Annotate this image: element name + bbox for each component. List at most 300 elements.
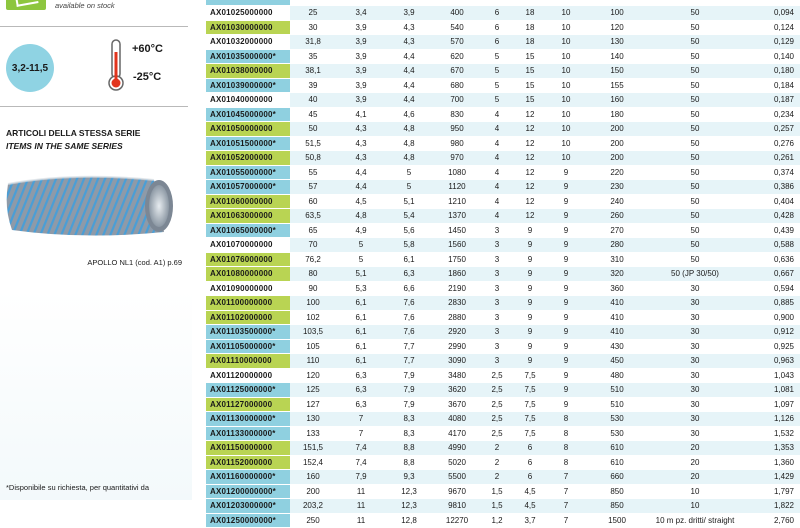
article-code-cell: AX01105000000* [206,339,290,354]
table-cell: 10 [548,107,584,122]
table-cell: 5020 [432,455,482,470]
table-cell: 4,5 [512,499,548,514]
table-cell: 5 [386,180,432,195]
table-cell: 50 [650,78,740,93]
table-cell: 3 [482,325,512,340]
table-cell: 50 [650,49,740,64]
table-cell: 10 [650,484,740,499]
table-row [206,49,800,64]
divider [0,106,188,107]
table-cell: 8,3 [386,426,432,441]
stock-legend-en: available on stock [55,1,115,10]
table-cell: 2,5 [482,397,512,412]
table-row [206,252,800,267]
table-cell: 4,8 [386,151,432,166]
article-code-cell: AX01051500000* [206,136,290,151]
article-code-cell: AX01076000000 [206,252,290,267]
table-cell: 11 [336,499,386,514]
table-cell: 220 [584,165,650,180]
table-cell: 7,5 [512,397,548,412]
table-cell: 7,5 [512,368,548,383]
table-cell: 1750 [432,252,482,267]
table-cell: 4,5 [336,194,386,209]
table-cell: 610 [584,441,650,456]
table-cell: 200 [584,122,650,137]
table-cell: 3 [482,267,512,282]
table-row [206,194,800,209]
table-row [206,209,800,224]
table-cell: 3 [482,354,512,369]
table-cell: 1370 [432,209,482,224]
table-cell: 100 [290,296,336,311]
table-cell: 3,9 [336,64,386,79]
table-cell: 9 [512,252,548,267]
table-cell: 410 [584,310,650,325]
table-cell: 7,9 [336,470,386,485]
table-cell: 9 [548,310,584,325]
table-cell: 400 [432,6,482,21]
table-cell: 30 [650,310,740,325]
article-code-cell: AX01040000000 [206,93,290,108]
table-cell: 20 [650,455,740,470]
table-cell: 1120 [432,180,482,195]
table-cell: 7,9 [386,383,432,398]
table-row [206,180,800,195]
table-cell: 57 [290,180,336,195]
table-cell: 6 [482,6,512,21]
table-cell: 9 [548,339,584,354]
table-cell: 4 [482,107,512,122]
table-cell: 12 [512,151,548,166]
table-row [206,136,800,151]
table-cell: 9 [512,223,548,238]
table-cell: 5 [482,64,512,79]
table-cell: 50 [650,180,740,195]
table-cell: 9670 [432,484,482,499]
table-cell: 7,9 [386,397,432,412]
table-row [206,484,800,499]
table-cell: 25 [290,6,336,21]
table-cell: 5 [482,49,512,64]
table-cell: 76,2 [290,252,336,267]
table-cell: 18 [512,20,548,35]
table-cell: 270 [584,223,650,238]
table-cell: 610 [584,455,650,470]
footnote: *Disponibile su richiesta, per quantitativi da [6,483,149,492]
table-cell: 6,1 [336,354,386,369]
article-code-cell: AX01060000000 [206,194,290,209]
table-cell: 6,1 [336,325,386,340]
table-cell: 18 [512,35,548,50]
table-cell: 151,5 [290,441,336,456]
table-cell: 30 [650,412,740,427]
table-cell: 9 [512,310,548,325]
table-cell: 0,963 [740,354,800,369]
table-cell: 2190 [432,281,482,296]
table-cell: 2990 [432,339,482,354]
table-row [206,223,800,238]
table-cell: 5,6 [386,223,432,238]
table-cell: 3 [482,281,512,296]
table-cell: 60 [290,194,336,209]
stock-legend-text [55,1,135,10]
table-cell: 3,9 [336,20,386,35]
table-cell: 12 [512,136,548,151]
table-cell: 970 [432,151,482,166]
table-cell: 30 [650,426,740,441]
table-cell: 9 [548,397,584,412]
table-cell: 4,3 [336,136,386,151]
table-cell: 1,043 [740,368,800,383]
table-row [206,426,800,441]
table-cell: 2 [482,470,512,485]
table-cell: 3,9 [336,49,386,64]
min-temperature: -25°C [133,71,162,83]
table-cell: 105 [290,339,336,354]
table-row [206,107,800,122]
article-code-cell: AX01102000000 [206,310,290,325]
table-cell: 6 [482,35,512,50]
table-cell: 0,900 [740,310,800,325]
table-cell: 8 [548,441,584,456]
table-cell: 51,5 [290,136,336,151]
table-cell: 670 [432,64,482,79]
table-cell: 1,797 [740,484,800,499]
table-row [206,64,800,79]
table-row [206,78,800,93]
table-cell: 203,2 [290,499,336,514]
table-cell: 980 [432,136,482,151]
table-cell: 9 [512,296,548,311]
table-cell: 0,094 [740,6,800,21]
table-cell: 5 [482,78,512,93]
table-cell: 0,386 [740,180,800,195]
table-cell: 45 [290,107,336,122]
table-cell: 55 [290,165,336,180]
table-cell: 4 [482,136,512,151]
table-cell: 250 [290,513,336,528]
table-cell: 6,1 [336,310,386,325]
table-cell: 6 [512,441,548,456]
table-cell: 120 [290,368,336,383]
table-cell: 4,3 [386,35,432,50]
table-cell: 10 [650,499,740,514]
table-cell: 5,1 [336,267,386,282]
table-cell: 530 [584,412,650,427]
table-cell: 4 [482,165,512,180]
table-cell: 8,3 [386,412,432,427]
table-cell: 310 [584,252,650,267]
table-cell: 410 [584,325,650,340]
article-code-cell: AX01070000000 [206,238,290,253]
table-cell: 50,8 [290,151,336,166]
table-cell: 12,3 [386,499,432,514]
table-cell: 7,5 [512,412,548,427]
table-cell: 4,1 [336,107,386,122]
table-cell: 102 [290,310,336,325]
table-cell: 0,257 [740,122,800,137]
table-cell: 12 [512,122,548,137]
table-row [206,397,800,412]
table-cell: 660 [584,470,650,485]
table-cell: 450 [584,354,650,369]
table-cell: 6 [512,470,548,485]
table-cell: 4170 [432,426,482,441]
table-cell: 0,374 [740,165,800,180]
table-cell: 240 [584,194,650,209]
table-cell: 4,4 [386,64,432,79]
article-code-cell: AX01120000000 [206,368,290,383]
table-cell: 50 [650,238,740,253]
table-cell: 2880 [432,310,482,325]
table-cell: 9 [548,281,584,296]
table-row [206,455,800,470]
table-cell: 3,9 [386,6,432,21]
table-cell: 50 [650,6,740,21]
table-cell: 150 [584,64,650,79]
table-cell: 140 [584,49,650,64]
table-cell: 3,4 [336,6,386,21]
product-table [206,0,800,528]
table-cell: 1,822 [740,499,800,514]
hose-product-image [4,166,184,244]
table-cell: 4,4 [386,49,432,64]
article-code-cell: AX01125000000* [206,383,290,398]
article-code-cell: AX01130000000* [206,412,290,427]
table-cell: 5,3 [336,281,386,296]
table-cell: 950 [432,122,482,137]
table-cell: 2920 [432,325,482,340]
article-code-cell: AX01110000000 [206,354,290,369]
table-cell: 1,5 [482,499,512,514]
table-cell: 1,5 [482,484,512,499]
table-cell: 7 [548,513,584,528]
table-row [206,267,800,282]
table-cell: 2,5 [482,426,512,441]
same-series-heading [6,127,140,153]
table-cell: 200 [584,136,650,151]
article-code-cell: AX01052000000 [206,151,290,166]
table-cell: 2,5 [482,412,512,427]
table-cell: 39 [290,78,336,93]
left-panel-background [0,290,192,500]
table-cell: 360 [584,281,650,296]
table-cell: 9 [548,354,584,369]
table-cell: 103,5 [290,325,336,340]
table-cell: 0,276 [740,136,800,151]
table-cell: 50 [650,151,740,166]
table-row [206,412,800,427]
table-cell: 15 [512,64,548,79]
table-cell: 4,4 [386,93,432,108]
table-cell: 480 [584,368,650,383]
table-cell: 7,7 [386,354,432,369]
table-cell: 850 [584,499,650,514]
table-row [206,93,800,108]
article-code-cell: AX01057000000* [206,180,290,195]
table-cell: 7 [548,470,584,485]
table-cell: 50 [650,107,740,122]
table-cell: 12,3 [386,484,432,499]
table-cell: 7,6 [386,310,432,325]
table-cell: 50 [650,223,740,238]
max-temperature: +60°C [132,43,164,55]
table-cell: 15 [512,93,548,108]
table-row [206,325,800,340]
table-cell: 3,9 [336,78,386,93]
table-cell: 0,180 [740,64,800,79]
table-row [206,238,800,253]
article-code-cell: AX01200000000* [206,484,290,499]
table-cell: 4,8 [336,209,386,224]
table-cell: 1,353 [740,441,800,456]
table-cell: 3,7 [512,513,548,528]
article-code-cell: AX01050000000 [206,122,290,137]
article-code-cell: AX01025000000 [206,6,290,21]
table-cell: 200 [584,151,650,166]
table-cell: 10 [548,35,584,50]
table-cell: 4 [482,180,512,195]
table-cell: 3,9 [336,93,386,108]
table-cell: 1,2 [482,513,512,528]
temperature-block [0,26,192,106]
table-cell: 0,636 [740,252,800,267]
table-cell: 7,5 [512,383,548,398]
stock-check-icon [6,0,46,10]
table-cell: 50 [650,209,740,224]
table-cell: 20 [650,470,740,485]
table-row [206,310,800,325]
same-series-title-it: ARTICOLI DELLA STESSA SERIE [6,128,141,138]
table-cell: 570 [432,35,482,50]
table-cell: 4,3 [336,151,386,166]
table-cell: 30 [650,339,740,354]
table-cell: 125 [290,383,336,398]
table-cell: 6,1 [336,339,386,354]
table-cell: 230 [584,180,650,195]
table-cell: 8 [548,412,584,427]
table-cell: 3 [482,238,512,253]
table-cell: 6 [512,455,548,470]
table-cell: 9 [512,267,548,282]
table-row [206,470,800,485]
table-cell: 50 [650,165,740,180]
table-cell: 65 [290,223,336,238]
table-cell: 80 [290,267,336,282]
table-cell: 4,9 [336,223,386,238]
table-cell: 200 [290,484,336,499]
table-cell: 30 [650,368,740,383]
table-cell: 5,8 [386,238,432,253]
table-row [206,122,800,137]
table-cell: 620 [432,49,482,64]
table-row [206,513,800,528]
table-cell: 4 [482,194,512,209]
table-cell: 30 [650,383,740,398]
table-cell: 280 [584,238,650,253]
table-cell: 8,8 [386,455,432,470]
table-cell: 9 [548,368,584,383]
table-cell: 50 [650,194,740,209]
table-row [206,35,800,50]
table-cell: 18 [512,6,548,21]
table-cell: 1080 [432,165,482,180]
table-cell: 510 [584,397,650,412]
table-cell: 9 [548,296,584,311]
table-cell: 7,9 [386,368,432,383]
table-cell: 6,3 [386,267,432,282]
table-cell: 50 [650,64,740,79]
article-code-cell: AX01150000000 [206,441,290,456]
table-cell: 0,140 [740,49,800,64]
table-cell: 7,4 [336,441,386,456]
table-cell: 9 [548,165,584,180]
table-cell: 31,8 [290,35,336,50]
table-cell: 4,8 [386,136,432,151]
table-cell: 15 [512,78,548,93]
related-product-caption: APOLLO NL1 (cod. A1) p.69 [87,258,182,267]
article-code-cell: AX01055000000* [206,165,290,180]
table-cell: 4,6 [386,107,432,122]
table-cell: 3,9 [336,35,386,50]
table-cell: 4,3 [336,122,386,137]
table-cell: 1500 [584,513,650,528]
table-cell: 4 [482,122,512,137]
table-row [206,165,800,180]
table-cell: 35 [290,49,336,64]
table-cell: 9 [548,180,584,195]
table-cell: 320 [584,267,650,282]
table-cell: 530 [584,426,650,441]
table-row [206,281,800,296]
table-cell: 11 [336,513,386,528]
table-cell: 7,6 [386,296,432,311]
article-code-cell: AX01045000000* [206,107,290,122]
table-cell: 10 [548,64,584,79]
table-cell: 10 [548,136,584,151]
table-cell: 700 [432,93,482,108]
table-cell: 0,124 [740,20,800,35]
table-cell: 152,4 [290,455,336,470]
table-cell: 0,667 [740,267,800,282]
table-cell: 7,7 [386,339,432,354]
table-cell: 9 [548,267,584,282]
article-code-cell: AX01032000000 [206,35,290,50]
table-cell: 0,184 [740,78,800,93]
table-cell: 50 [650,122,740,137]
table-cell: 10 [548,151,584,166]
table-cell: 2,760 [740,513,800,528]
table-cell: 4,3 [386,20,432,35]
table-cell: 1560 [432,238,482,253]
table-cell: 50 [290,122,336,137]
table-cell: 50 [650,93,740,108]
table-cell: 4,5 [512,484,548,499]
table-cell: 9 [548,238,584,253]
table-cell: 30 [650,397,740,412]
table-cell: 9 [548,325,584,340]
table-cell: 6 [482,20,512,35]
table-cell: 90 [290,281,336,296]
table-cell: 0,588 [740,238,800,253]
article-code-cell: AX01030000000 [206,20,290,35]
table-cell: 15 [512,49,548,64]
table-cell: 50 [650,35,740,50]
article-code-cell: AX01127000000 [206,397,290,412]
table-cell: 9,3 [386,470,432,485]
table-cell: 1,081 [740,383,800,398]
article-code-cell: AX01035000000* [206,49,290,64]
